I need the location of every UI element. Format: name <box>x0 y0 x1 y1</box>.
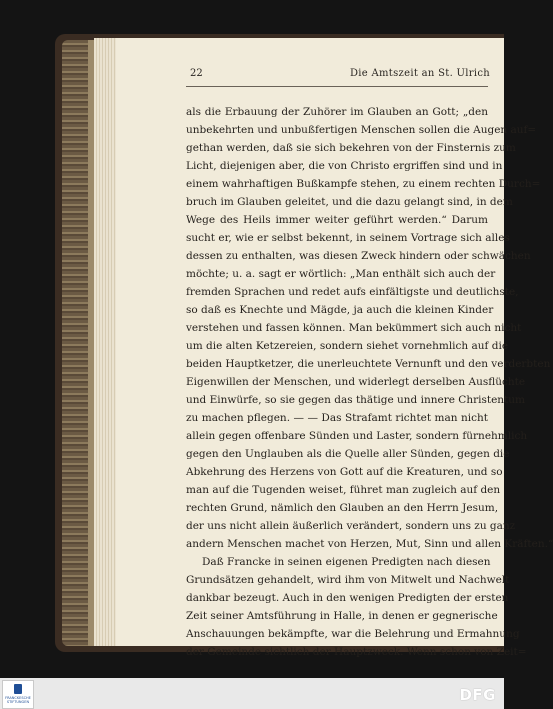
text-line: dankbar bezeugt. Auch in den wenigen Predigten der ersten <box>186 592 509 604</box>
text-line: einem wahrhaftigen Bußkampfe stehen, zu einem rechten Durch= <box>186 178 541 190</box>
running-head: Die Amtszeit an St. Ulrich <box>349 68 490 79</box>
text-line: so daß es Knechte und Mägde, ja auch die kleinen Kinder <box>186 304 494 316</box>
text-line: allein gegen offenbare Sünden und Laster, sondern fürnehmlich <box>186 430 528 442</box>
text-line: und Einwürfe, so sie gegen das thätige und innere Christentum <box>186 394 525 406</box>
text-line: man auf die Tugenden weiset, führet man zugleich auf den <box>186 484 501 496</box>
text-line: Licht, diejenigen aber, die von Christo ergriffen sind und in <box>186 160 503 172</box>
text-line: als die Erbauung der Zuhörer im Glauben an Gott; „den <box>186 106 488 118</box>
text-line: fremden Sprachen und redet aufs einfältigste und deutlichste, <box>186 286 519 298</box>
text-line: rechten Grund, nämlich den Glauben an den Herrn Jesum, <box>186 502 499 514</box>
text-line: unbekehrten und unbußfertigen Menschen sollen die Augen auf= <box>186 124 537 136</box>
text-line: Abkehrung des Herzens von Gott auf die Kreaturen, und so <box>186 466 503 478</box>
text-line: der uns nicht allein äußerlich verändert, sondern uns zu ganz <box>186 520 516 532</box>
foundation-icon <box>14 684 22 694</box>
text-line: gegen den Unglauben als die Quelle aller Sünden, gegen die <box>186 448 510 460</box>
text-line: Eigenwillen der Menschen, und widerlegt derselben Ausflüchte <box>186 376 526 388</box>
text-line: Wege des Heils immer weiter geführt werden.“ Darum <box>186 214 488 226</box>
text-line: Grundsätzen gehandelt, wird ihm von Mitwelt und Nachwelt <box>186 574 510 586</box>
text-line: Daß Francke in seinen eigenen Predigten nach diesen <box>202 556 491 568</box>
body-text <box>186 103 553 661</box>
dfg-logo[interactable]: DFG <box>459 686 496 704</box>
page-header <box>190 68 490 82</box>
text-line: bruch im Glauben geleitet, und die dazu gelangt sind, in dem <box>186 196 513 208</box>
text-line: zu machen pflegen. — — Das Strafamt richtet man nicht <box>186 412 488 424</box>
header-rule <box>186 86 488 87</box>
text-line: verstehen und fassen können. Man bekümmert sich auch nicht <box>186 322 522 334</box>
text-line: möchte; u. a. sagt er wörtlich: „Man enthält sich auch der <box>186 268 496 280</box>
text-line: andern Menschen machet von Herzen, Mut, Sinn und allen Kräften.“ <box>186 538 553 550</box>
text-line: gethan werden, daß sie sich bekehren von der Finsternis zum <box>186 142 516 154</box>
franckesche-stiftungen-logo[interactable] <box>2 680 34 709</box>
text-line: dessen zu enthalten, was diesen Zweck hindern oder schwächen <box>186 250 531 262</box>
text-line: sucht er, wie er selbst bekennt, in seinem Vortrage sich alles <box>186 232 510 244</box>
text-line: beiden Hauptketzer, die unerleuchtete Vernunft und den verderbten <box>186 358 551 370</box>
text-line: der Gemeinde sichtlich der Hauptzweck. Wenn schon von Zeit= <box>186 646 527 658</box>
text-line: Zeit seiner Amtsführung in Halle, in denen er gegnerische <box>186 610 498 622</box>
text-line: um die alten Ketzereien, sondern siehet vornehmlich auf die <box>186 340 509 352</box>
logo-text: FRANCKESCHE STIFTUNGEN <box>5 696 31 704</box>
book-spine <box>62 40 90 646</box>
viewer-footer <box>0 678 504 709</box>
text-line: Anschauungen bekämpfte, war die Belehrung und Ermahnung <box>186 628 520 640</box>
page-number: 22 <box>190 68 203 79</box>
